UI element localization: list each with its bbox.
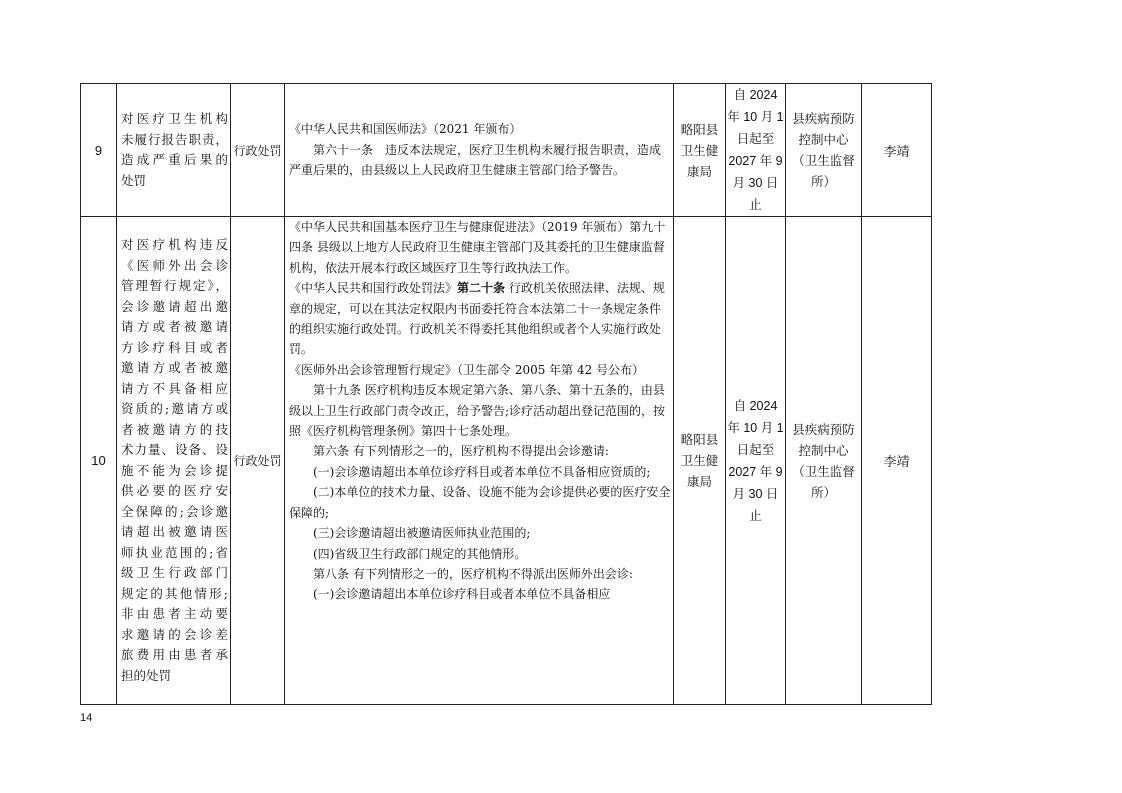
item-name-line: 担的处罚	[121, 667, 172, 683]
item-name-line: 请方不具备相应	[121, 380, 228, 396]
item-name-line: 师执业范围的;省	[121, 544, 228, 560]
item-name-line: 《医师外出会诊	[121, 257, 228, 273]
row-number: 9	[81, 84, 117, 217]
responsible-person: 李靖	[862, 217, 932, 705]
item-type: 行政处罚	[231, 84, 285, 217]
legal-basis: 《中华人民共和国医师法》（2021 年颁布） 第六十一条 违反本法规定，医疗卫生机构未履行报告职责，造成严重后果的，由县级以上人民政府卫生健康主管部门给予警告。	[285, 84, 674, 217]
item-name-line: 求邀请的会诊差	[121, 626, 228, 642]
table-row	[81, 217, 932, 705]
effective-period: 自 2024 年 10 月 1 日起至 2027 年 9 月 30 日 止	[726, 84, 786, 217]
entrusted-org: 县疾病预防控制中心（卫生监督所）	[786, 84, 862, 217]
item-name-line: 方诊疗科目或者	[121, 339, 228, 355]
responsible-person: 李靖	[862, 84, 932, 217]
row-number: 10	[81, 217, 117, 705]
table-row	[81, 84, 932, 217]
item-name-line: 级卫生行政部门	[121, 565, 228, 580]
item-name-line: 规定的其他情形;	[121, 585, 228, 601]
item-name	[117, 217, 231, 705]
entrusted-org: 县疾病预防控制中心（卫生监督所）	[786, 217, 862, 705]
item-name-line: 对医疗机构违反	[121, 237, 228, 252]
item-name-line: 请方或者被邀请	[121, 319, 228, 334]
effective-period: 自 2024 年 10 月 1 日起至 2027 年 9 月 30 日 止	[726, 217, 786, 705]
item-name-line: 旅费用由患者承	[121, 647, 228, 662]
legal-basis: 《中华人民共和国基本医疗卫生与健康促进法》（2019 年颁布）第九十四条 县级以上地方人民政府卫生健康主管部门及其委托的卫生健康监督机构，依法开展本行政区域医疗卫生等行政执法工作。 《中华人民共和国行政处罚法》第二十条 行政机关依照法律、法规、规章的规定，可以在其法定权限内书面委托符合本法第二十一条规定条件的组织实施行政处罚。行政机关不得委托其他组织或者个人实施行政处罚。 《医师外出会诊管理暂行规定》（卫生部令 2005 年第 42 号公布） 第十九条 医疗机构违反本规定第六条、第八条、第十五条的，由县级以上卫生行政部门责令改正，给予警告;诊疗活动超出登记范围的，按照《医疗机构管理条例》第四十七条处理。 第六条 有下列情形之一的，医疗机构不得提出会诊邀请: (一)会诊邀请超出本单位诊疗科目或者本单位不具备相应资质的; (二)本单位的技术力量、设备、设施不能为会诊提供必要的医疗安全保障的; (三)会诊邀请超出被邀请医师执业范围的; (四)省级卫生行政部门规定的其他情形。 第八条 有下列情形之一的，医疗机构不得派出医师外出会诊: (一)会诊邀请超出本单位诊疗科目或者本单位不具备相应	[285, 217, 674, 705]
item-name-line: 请超出被邀请医	[121, 524, 228, 539]
item-type: 行政处罚	[231, 217, 285, 705]
item-name-line: 非由患者主动要	[121, 606, 228, 621]
page-number: 14	[80, 712, 93, 724]
item-name-line: 施不能为会诊提	[121, 462, 228, 478]
responsible-dept: 略阳县卫生健康局	[674, 217, 726, 705]
item-name-line: 全保障的;会诊邀	[121, 503, 228, 519]
item-name: 对医疗卫生机构 未履行报告职责， 造成严重后果的 处罚	[117, 84, 231, 217]
item-name-line: 资质的;邀请方或	[121, 401, 228, 416]
item-name-line: 管理暂行规定》，	[121, 278, 228, 293]
item-name-line: 术力量、设备、设	[121, 442, 228, 457]
authority-table	[80, 83, 932, 705]
item-name-line: 供必要的医疗安	[121, 483, 228, 498]
responsible-dept: 略阳县卫生健康局	[674, 84, 726, 217]
item-name-line: 会诊邀请超出邀	[121, 298, 228, 314]
item-name-line: 邀请方或者被邀	[121, 360, 228, 375]
item-name-line: 者被邀请方的技	[121, 421, 228, 437]
